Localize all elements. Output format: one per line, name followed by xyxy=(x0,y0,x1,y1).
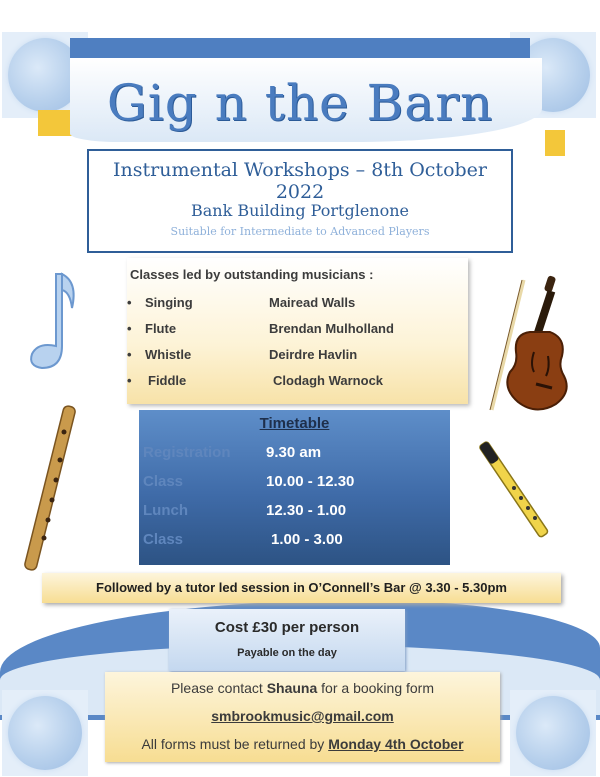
timetable-time: 10.00 - 12.30 xyxy=(266,473,355,490)
timetable-heading: Timetable xyxy=(259,415,330,432)
event-subtitle: Instrumental Workshops – 8th October 2022 xyxy=(113,159,487,203)
class-instrument: Fiddle xyxy=(148,373,187,388)
class-instrument: Flute xyxy=(145,321,177,336)
timetable-label: Class xyxy=(143,473,184,490)
class-tutor: Clodagh Warnock xyxy=(273,373,384,388)
bullet: • xyxy=(127,373,132,388)
deadline-date: Monday 4th October xyxy=(328,736,464,752)
contact-box xyxy=(105,672,500,762)
bullet: • xyxy=(127,321,132,336)
event-info-box xyxy=(87,149,513,253)
class-instrument: Singing xyxy=(145,295,193,310)
cost-price: Cost £30 per person xyxy=(214,619,360,636)
timetable-time: 1.00 - 3.00 xyxy=(271,531,343,548)
corner-medallion-bottom-left xyxy=(8,696,82,770)
timetable-row xyxy=(139,531,450,553)
timetable-time: 9.30 am xyxy=(266,444,322,461)
class-tutor: Deirdre Havlin xyxy=(269,347,358,362)
class-row xyxy=(127,295,468,315)
bullet: • xyxy=(127,347,132,362)
class-tutor: Brendan Mulholland xyxy=(269,321,394,336)
timetable-label: Class xyxy=(143,531,184,548)
class-row xyxy=(127,321,468,341)
corner-medallion-bottom-right xyxy=(516,696,590,770)
event-level: Suitable for Intermediate to Advanced Players xyxy=(170,225,430,238)
session-text: Followed by a tutor led session in O’Connell’s Bar @ 3.30 - 5.30pm xyxy=(96,580,507,595)
session-banner xyxy=(42,573,561,603)
contact-prefix: Please contact xyxy=(170,680,267,696)
classes-heading: Classes led by outstanding musicians : xyxy=(130,267,374,282)
timetable-panel xyxy=(139,410,450,565)
whistle-icon xyxy=(474,438,554,542)
contact-line xyxy=(105,680,500,696)
classes-panel xyxy=(127,258,468,404)
timetable-label: Registration xyxy=(143,444,231,461)
deadline-prefix: All forms must be returned by xyxy=(141,736,329,752)
music-note-icon xyxy=(22,268,82,378)
class-tutor: Mairead Walls xyxy=(269,295,356,310)
event-venue: Bank Building Portglenone xyxy=(190,201,410,220)
class-row xyxy=(127,347,468,367)
class-instrument: Whistle xyxy=(145,347,192,362)
bullet: • xyxy=(127,295,132,310)
cost-note: Payable on the day xyxy=(237,647,337,659)
cost-box xyxy=(169,609,405,671)
timetable-time: 12.30 - 1.00 xyxy=(266,502,347,519)
violin-icon xyxy=(484,272,580,422)
ribbon-fold-right xyxy=(545,130,565,156)
contact-email-link[interactable]: smbrookmusic@gmail.com xyxy=(211,708,394,724)
contact-suffix: for a booking form xyxy=(317,680,435,696)
class-row xyxy=(127,373,468,393)
page-title: Gig n the Barn xyxy=(106,74,494,132)
deadline-line xyxy=(105,736,500,752)
timetable-row xyxy=(139,444,450,466)
timetable-row xyxy=(139,473,450,495)
timetable-row xyxy=(139,502,450,524)
contact-name: Shauna xyxy=(266,680,318,696)
timetable-label: Lunch xyxy=(143,502,188,519)
flute-icon xyxy=(16,404,86,574)
